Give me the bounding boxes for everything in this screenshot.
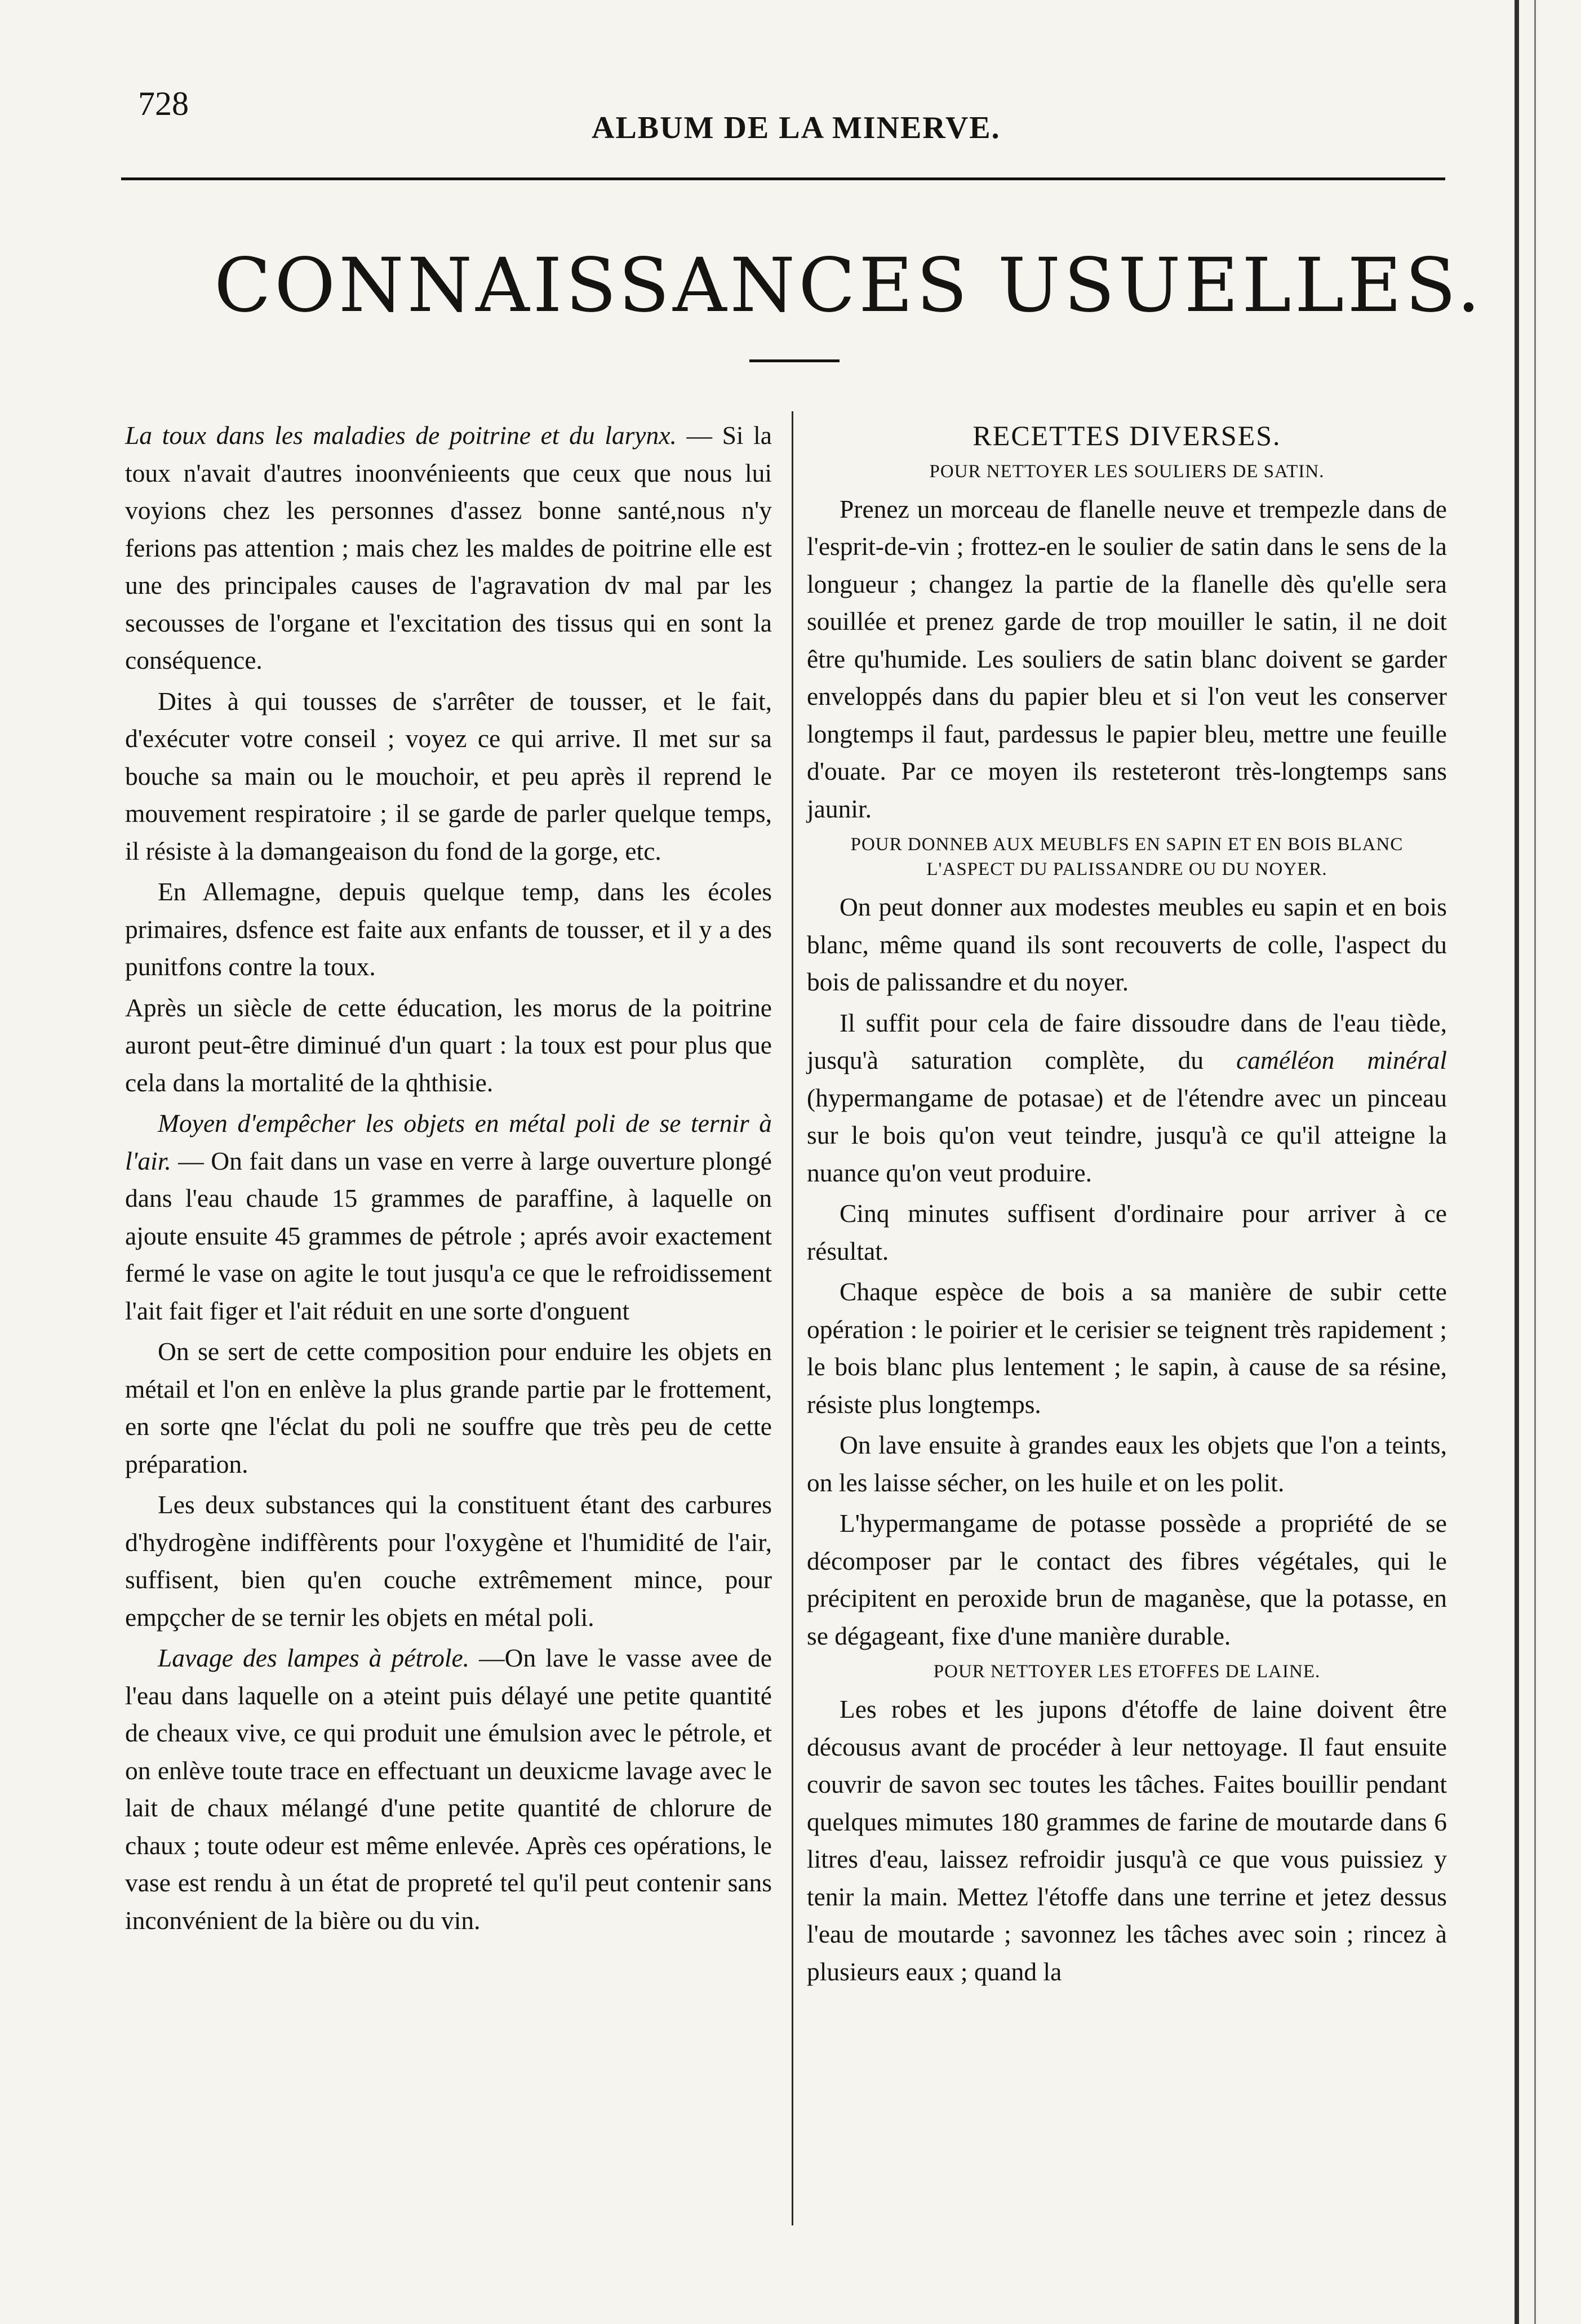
paragraph: Chaque espèce de bois a sa manière de subir cette opération : le poirier et le cerisier se teignent très rapidement ; le bois blanc plus lentement ; le sapin, à cause de sa résine, résiste plus longtemps. <box>807 1277 1447 1419</box>
article-title: CONNAISSANCES USUELLES. <box>214 242 1484 329</box>
paragraph-text: — On fait dans un vase en verre à large ouverture plongé dans l'eau chaude 15 grammes de paraffine, à laquelle on ajoute ensuite 45 grammes de pétrole ; aprés avoir exactement fermé le vase on agite le tout jusqu'a ce que le refroidissement l'ait fait figer et l'ait réduit en une sorte d'onguent <box>125 1146 772 1325</box>
italic-term: caméléon minéral <box>1236 1046 1447 1074</box>
paragraph: On se sert de cette composition pour enduire les objets en métail et l'on en enlève la plus grande partie par le frottement, en sorte qne l'éclat du poli ne souffre que très peu de cette préparation. <box>125 1337 772 1478</box>
running-title: ALBUM DE LA MINERVE. <box>592 110 1001 145</box>
section-title: RECETTES DIVERSES. <box>972 420 1281 451</box>
paragraph: On peut donner aux modestes meubles eu sapin et en bois blanc, même quand ils sont recouverts de colle, l'aspect du bois de palissandre et du noyer. <box>807 892 1447 996</box>
right-column <box>807 417 1447 1994</box>
paragraph: Prenez un morceau de flanelle neuve et trempezle dans de l'esprit-de-vin ; frottez-en le soulier de satin dans le sens de la longueur ; changez la partie de la flanelle dès qu'elle sera souillée et prenez garde de trop mouiller le satin, il ne doit être qu'humide. Les souliers de satin blanc doivent se garder enveloppés dans du papier bleu et si l'on veut les conserver longtemps il faut, pardessus le papier bleu, mettre une feuille d'ouate. Par ce moyen ils resteteront très-longtemps sans jaunir. <box>807 494 1447 823</box>
subheading: POUR NETTOYER LES SOULIERS DE SATIN. <box>929 461 1325 482</box>
paragraph-lead: Moyen d'empêcher les objets en métal poli de se ternir à l'air. <box>125 1109 772 1175</box>
page-binding-edge-inner <box>1534 0 1536 2324</box>
paragraph: On lave ensuite à grandes eaux les objets que l'on a teints, on les laisse sécher, on les huile et on les polit. <box>807 1430 1447 1497</box>
header-rule <box>121 177 1445 180</box>
page-binding-edge <box>1515 0 1519 2324</box>
paragraph: Après un siècle de cette éducation, les morus de la poitrine auront peut-être diminué d'un quart : la toux est pour plus que cela dans la mortalité de la qhthisie. <box>125 993 772 1097</box>
page-number: 728 <box>138 85 189 122</box>
paragraph-text: Il suffit pour cela de faire dissoudre dans de l'eau tiède, jusqu'à saturation complète, du <box>807 1008 1447 1074</box>
paragraph: Dites à qui tousses de s'arrêter de tousser, et le fait, d'exécuter votre conseil ; voyez ce qui arrive. Il met sur sa bouche sa main ou le mouchoir, et peu après il reprend le mouvement respiratoire ; il se garde de parler quelque temps, il résiste à la dəmangeaison du fond de la gorge, etc. <box>125 686 772 865</box>
paragraph-text: — Si la toux n'avait d'autres inoonvénieents que ceux que nous lui voyions chez les personnes d'assez bonne santé,nous n'y ferions pas attention ; mais chez les maldes de poitrine elle est une des principales causes de l'agravation dv mal par les secousses de l'organe et l'excitation des tissus qui en sont la conséquence. <box>125 421 772 674</box>
subheading: POUR DONNEB AUX MEUBLFS EN SAPIN ET EN BOIS BLANC L'ASPECT DU PALISSANDRE OU DU NOYER. <box>850 834 1404 879</box>
paragraph-lamps <box>125 1639 772 1939</box>
column-divider <box>792 411 793 2225</box>
paragraph: Cinq minutes suffisent d'ordinaire pour arriver à ce résultat. <box>807 1199 1447 1265</box>
paragraph-lead: La toux dans les maladies de poitrine et du larynx. <box>125 421 677 450</box>
paragraph: Les deux substances qui la constituent étant des carbures d'hydrogène indiffèrents pour l'oxygène et l'humidité de l'air, suffisent, bien qu'en couche extrêmement mince, pour empçcher de se ternir les objets en métal poli. <box>125 1490 772 1632</box>
subheading: POUR NETTOYER LES ETOFFES DE LAINE. <box>933 1661 1321 1682</box>
paragraph-lead: Lavage des lampes à pétrole. <box>158 1643 470 1672</box>
paragraph-dye <box>807 1005 1447 1192</box>
paragraph-text: —On lave le vasse avee de l'eau dans laquelle on a əteint puis délayé une petite quantité de cheaux vive, ce qui produit une émulsion avec le pétrole, et on enlève toute trace en effectuant un deuxicme lavage avec le lait de chaux mélangé d'une petite quantité de chlorure de chaux ; toute odeur est même enlevée. Après ces opérations, le vase est rendu à un état de propreté tel qu'il peut contenir sans inconvénient de la bière ou du vin. <box>125 1643 772 1935</box>
title-rule <box>749 359 840 362</box>
paragraph-text: (hypermangame de potasae) et de l'étendre avec un pinceau sur le bois qu'on veut teindre, jusqu'à ce qu'il atteigne la nuance qu'on veut produire. <box>807 1083 1447 1187</box>
paragraph-cough <box>125 417 772 679</box>
paragraph: En Allemagne, depuis quelque temp, dans les écoles primaires, dsfence est faite aux enfants de tousser, et il y a des punitfons contre la toux. <box>125 877 772 981</box>
paragraph-metal <box>125 1105 772 1330</box>
paragraph: L'hypermangame de potasse possède a propriété de se décomposer par le contact des fibres végétales, qui le précipitent en peroxide brun de maganèse, que la potasse, en se dégageant, fixe d'une manière durable. <box>807 1509 1447 1650</box>
paragraph: Les robes et les jupons d'étoffe de laine doivent être décousus avant de procéder à leur nettoyage. Il faut ensuite couvrir de savon sec toutes les tâches. Faites bouillir pendant quelques mimutes 180 grammes de farine de moutarde dans 6 litres d'eau, laissez refroidir jusqu'à ce que vous puissiez y tenir la main. Mettez l'étoffe dans une terrine et jetez dessus l'eau de moutarde ; savonnez les tâches avec soin ; rincez à plusieurs eaux ; quand la <box>807 1695 1447 1986</box>
left-column <box>125 417 772 1943</box>
